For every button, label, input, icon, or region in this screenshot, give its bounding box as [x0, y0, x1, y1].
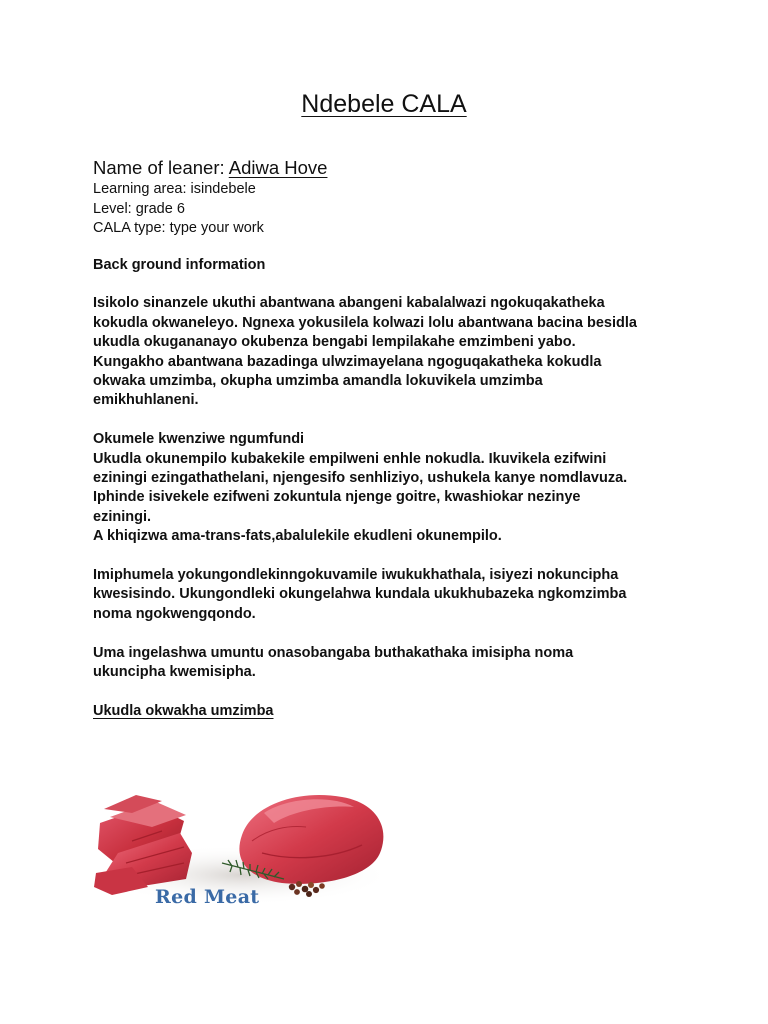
paragraph-line: Uma ingelashwa umuntu onasobangaba buthakathaka imisipha noma	[93, 644, 574, 661]
paragraph-line: eziningi.	[93, 508, 151, 525]
background-heading: Back ground information	[93, 256, 266, 273]
paragraph-line: eziningi ezingathathelani, njengesifo senhliziyo, ushukela kanye nomdlavuza.	[93, 469, 628, 486]
paragraph-line: ukuncipha kwemisipha.	[93, 663, 256, 680]
cala-type: CALA type: type your work	[93, 220, 264, 236]
learning-area: Learning area: isindebele	[93, 181, 256, 197]
grade-level: Level: grade 6	[93, 200, 185, 217]
paragraph-line: Isikolo sinanzele ukuthi abantwana abangeni kabalalwazi ngokuqakatheka	[93, 295, 605, 312]
meat-chunk	[239, 795, 383, 884]
paragraph-line: kokudla okwaneleyo. Ngnexa yokusilela kolwazi lolu abantwana bacina besidla	[93, 314, 637, 331]
paragraph-line: A khiqizwa ama-trans-fats,abalulekile ekudleni okunempilo.	[93, 528, 502, 545]
paragraph-line: ukudla okugananayo okubenza bengabi lempilakahe emzimbeni yabo.	[93, 334, 576, 351]
treatment-paragraph	[93, 644, 683, 683]
meat-slices	[94, 795, 192, 895]
task-heading: Okumele kwenziwe ngumfundi	[93, 431, 305, 448]
learner-name-label: Name of leaner:	[93, 157, 229, 178]
learner-name-line	[93, 156, 683, 180]
paragraph-line: Kungakho abantwana bazadinga ulwzimayelana ngoguqakatheka kokudla	[93, 353, 602, 370]
effects-paragraph	[93, 566, 683, 624]
red-meat-image	[92, 783, 388, 923]
background-paragraph	[93, 294, 683, 410]
paragraph-line: Iphinde isivekele ezifweni zokuntula njenge goitre, kwashiokar nezinye	[93, 489, 581, 506]
section-subheading	[93, 702, 683, 721]
paragraph-line: Ukudla okunempilo kubakekile empilweni enhle nokudla. Ikuvikela ezifwini	[93, 450, 607, 467]
learner-name-value: Adiwa Hove	[228, 157, 328, 178]
paragraph-line: Imiphumela yokungondlekinngokuvamile iwukukhathala, isiyezi nokuncipha	[93, 566, 619, 583]
document-title	[0, 88, 768, 120]
paragraph-line: emikhuhlaneni.	[93, 392, 199, 409]
document-body	[93, 156, 683, 721]
figure-caption: Red Meat	[155, 886, 260, 908]
paragraph-line: kwesisindo. Ukungondleki okungelahwa kundala ukukhubazeka ngkomzimba	[93, 586, 627, 603]
paragraph-line: okwaka umzimba, okupha umzimba amandla lokuvikela umzimba	[93, 372, 543, 389]
task-paragraph	[93, 430, 683, 546]
paragraph-line: noma ngokwengqondo.	[93, 605, 256, 622]
title-text: Ndebele CALA	[301, 90, 467, 118]
subheading-text: Ukudla okwakha umzimba	[93, 702, 274, 719]
